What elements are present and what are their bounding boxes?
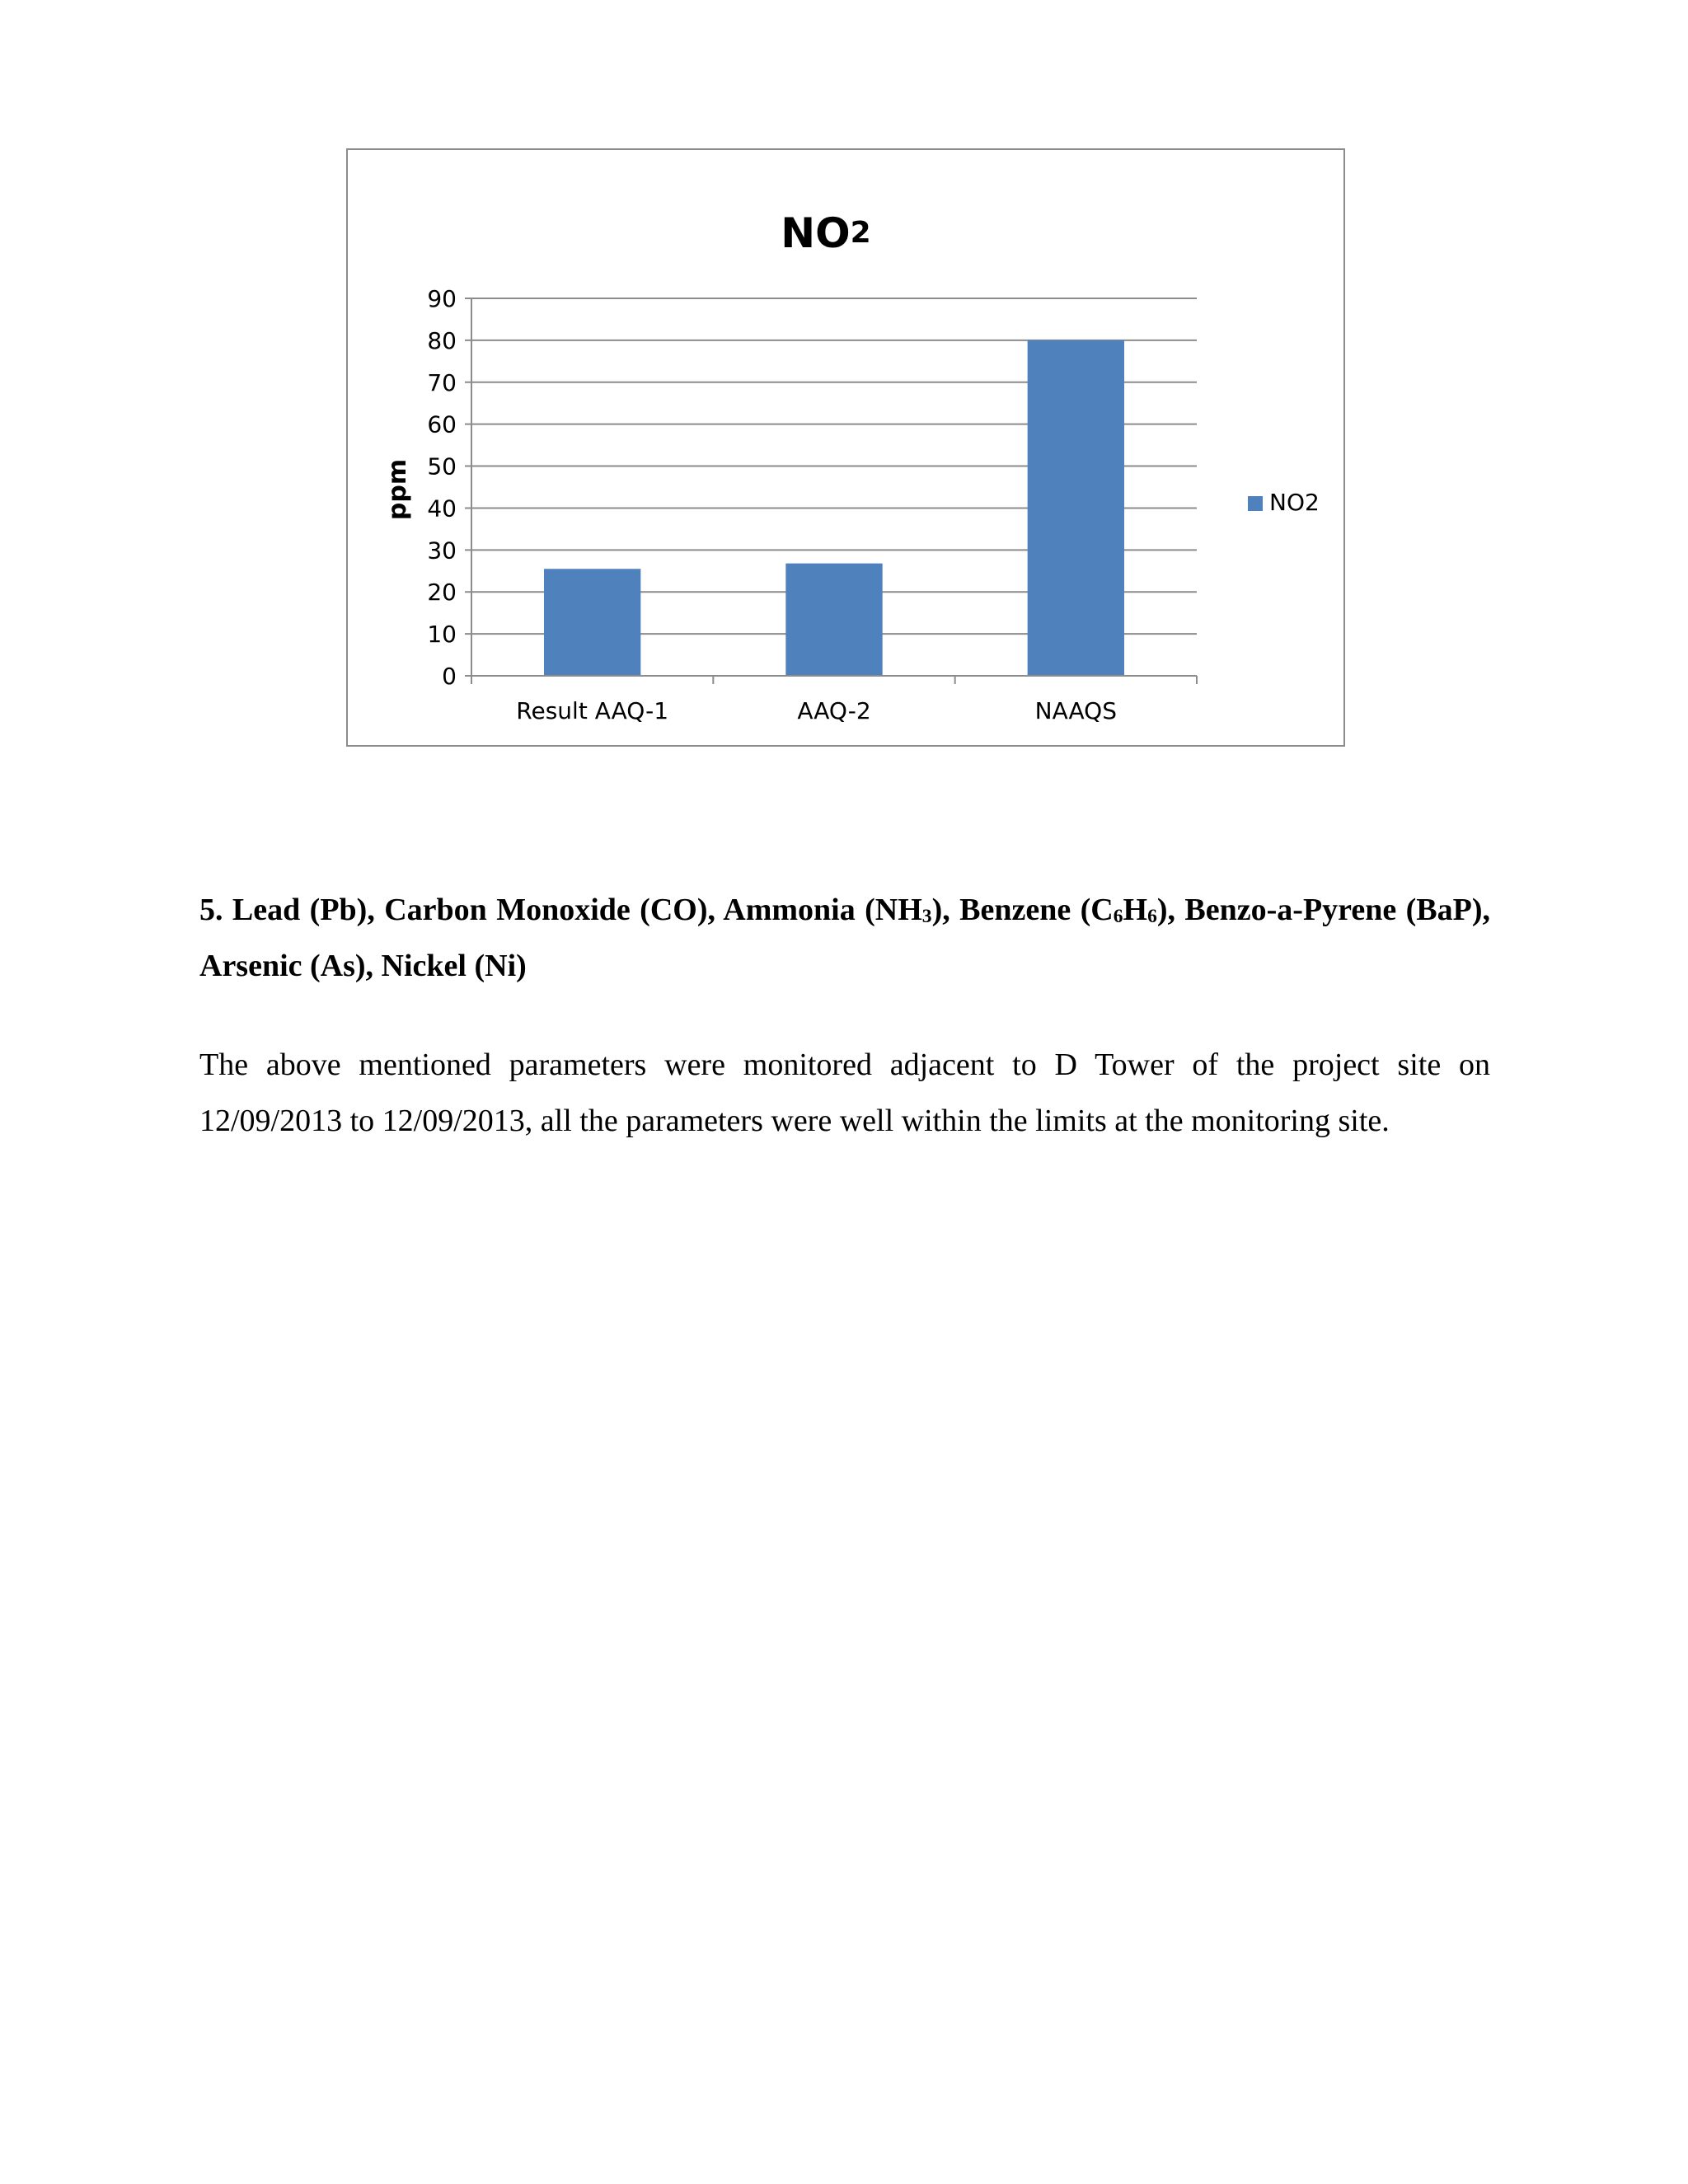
y-tick-label: 90: [427, 285, 457, 312]
section-heading: 5. Lead (Pb), Carbon Monoxide (CO), Ammonia $(NH_3)$, Benzene $(C_6H_6)$, Benzo-a-Pyrene (BaP), Arsenic (As), Nickel (Ni): [199, 893, 1490, 983]
y-tick-label: 40: [427, 494, 457, 523]
no2-chart: [346, 148, 1345, 747]
x-category-label: AAQ-2: [797, 697, 871, 724]
x-category-label: Result AAQ-1: [516, 697, 669, 724]
chart-title: NO2: [781, 209, 871, 257]
legend-label: NO2: [1269, 489, 1320, 516]
x-axis-labels: [516, 697, 1117, 724]
body-paragraph: The above mentioned parameters were monitored adjacent to D Tower of the project site on 12/09/2013 to 12/09/2013, all the parameters were well within the limits at the monitoring site.: [199, 1047, 1490, 1138]
legend: [1248, 489, 1320, 516]
no2-bar-chart: [348, 150, 1347, 748]
y-tick-label: 0: [442, 663, 457, 690]
y-tick-label: 20: [427, 579, 457, 607]
y-axis-label: ppm: [383, 458, 412, 521]
y-tick-label: 70: [427, 368, 457, 396]
y-tick-label: 60: [427, 410, 457, 438]
legend-swatch: [1248, 496, 1263, 511]
bar-3: [1028, 340, 1124, 676]
y-axis-ticks: [427, 285, 457, 690]
y-tick-label: 80: [427, 326, 457, 354]
chart-title-subscript: 2: [850, 216, 871, 250]
x-category-label: NAAQS: [1034, 697, 1118, 724]
y-tick-label: 50: [427, 452, 457, 480]
bar-2: [785, 564, 882, 676]
bar-1: [544, 569, 640, 676]
y-tick-label: 30: [427, 537, 457, 565]
y-tick-label: 10: [427, 621, 457, 649]
